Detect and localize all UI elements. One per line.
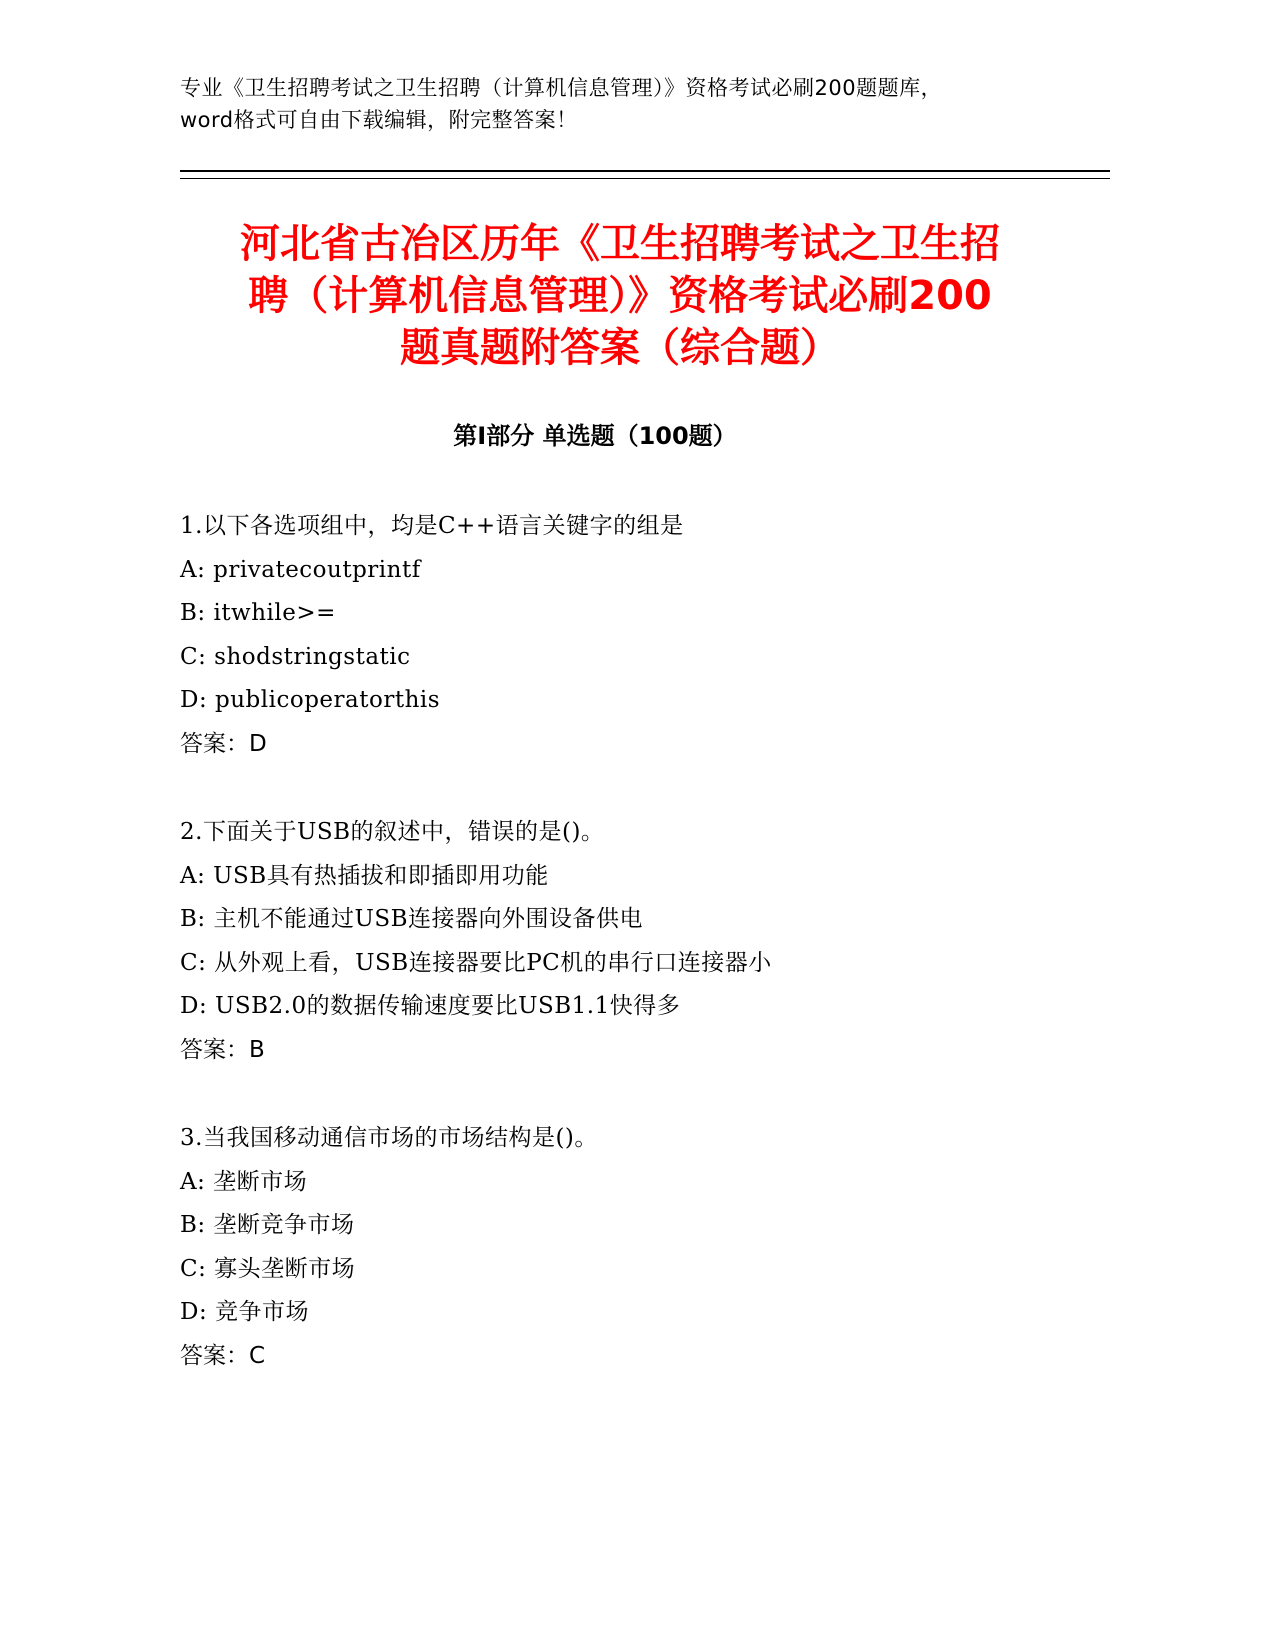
question-stem: 2.下面关于USB的叙述中，错误的是()。 <box>180 819 605 845</box>
option-d: D: USB2.0的数据传输速度要比USB1.1快得多 <box>180 993 681 1019</box>
answer-label: 答案：D <box>180 730 267 757</box>
header-note <box>180 72 1110 136</box>
answer-label: 答案：B <box>180 1036 265 1063</box>
header-note-line-1: 专业《卫生招聘考试之卫生招聘（计算机信息管理）》资格考试必刷200题题库， <box>180 76 943 100</box>
option-a: A: privatecoutprintf <box>180 556 421 583</box>
header-divider-thick <box>180 170 1110 172</box>
option-d: D: 竞争市场 <box>180 1299 310 1325</box>
section-heading: 第I部分 单选题（100题） <box>453 422 737 450</box>
option-c: C: 寡头垄断市场 <box>180 1255 356 1282</box>
question-1 <box>180 505 1110 766</box>
header-divider-thin <box>180 178 1110 179</box>
document-title <box>180 218 1060 374</box>
header-note-line-2: word格式可自由下载编辑，附完整答案！ <box>180 108 578 132</box>
document-title-line-2: 聘（计算机信息管理）》资格考试必刷200 <box>248 273 992 319</box>
question-3 <box>180 1117 1110 1378</box>
option-b: B: 垄断竞争市场 <box>180 1212 355 1238</box>
question-2 <box>180 811 1110 1072</box>
option-a: A: 垄断市场 <box>180 1168 308 1195</box>
option-a: A: USB具有热插拔和即插即用功能 <box>180 862 549 889</box>
option-c: C: shodstringstatic <box>180 643 411 670</box>
document-title-line-1: 河北省古冶区历年《卫生招聘考试之卫生招 <box>240 221 1000 267</box>
question-list <box>180 505 1110 1423</box>
question-stem: 3.当我国移动通信市场的市场结构是()。 <box>180 1125 598 1151</box>
option-b: B: 主机不能通过USB连接器向外围设备供电 <box>180 906 644 932</box>
document-title-line-3: 题真题附答案（综合题） <box>400 325 840 371</box>
option-c: C: 从外观上看，USB连接器要比PC机的串行口连接器小 <box>180 949 772 976</box>
option-d: D: publicoperatorthis <box>180 687 441 713</box>
question-stem: 1.以下各选项组中，均是C++语言关键字的组是 <box>180 513 684 539</box>
answer-label: 答案：C <box>180 1342 266 1369</box>
option-b: B: itwhile>= <box>180 600 336 626</box>
